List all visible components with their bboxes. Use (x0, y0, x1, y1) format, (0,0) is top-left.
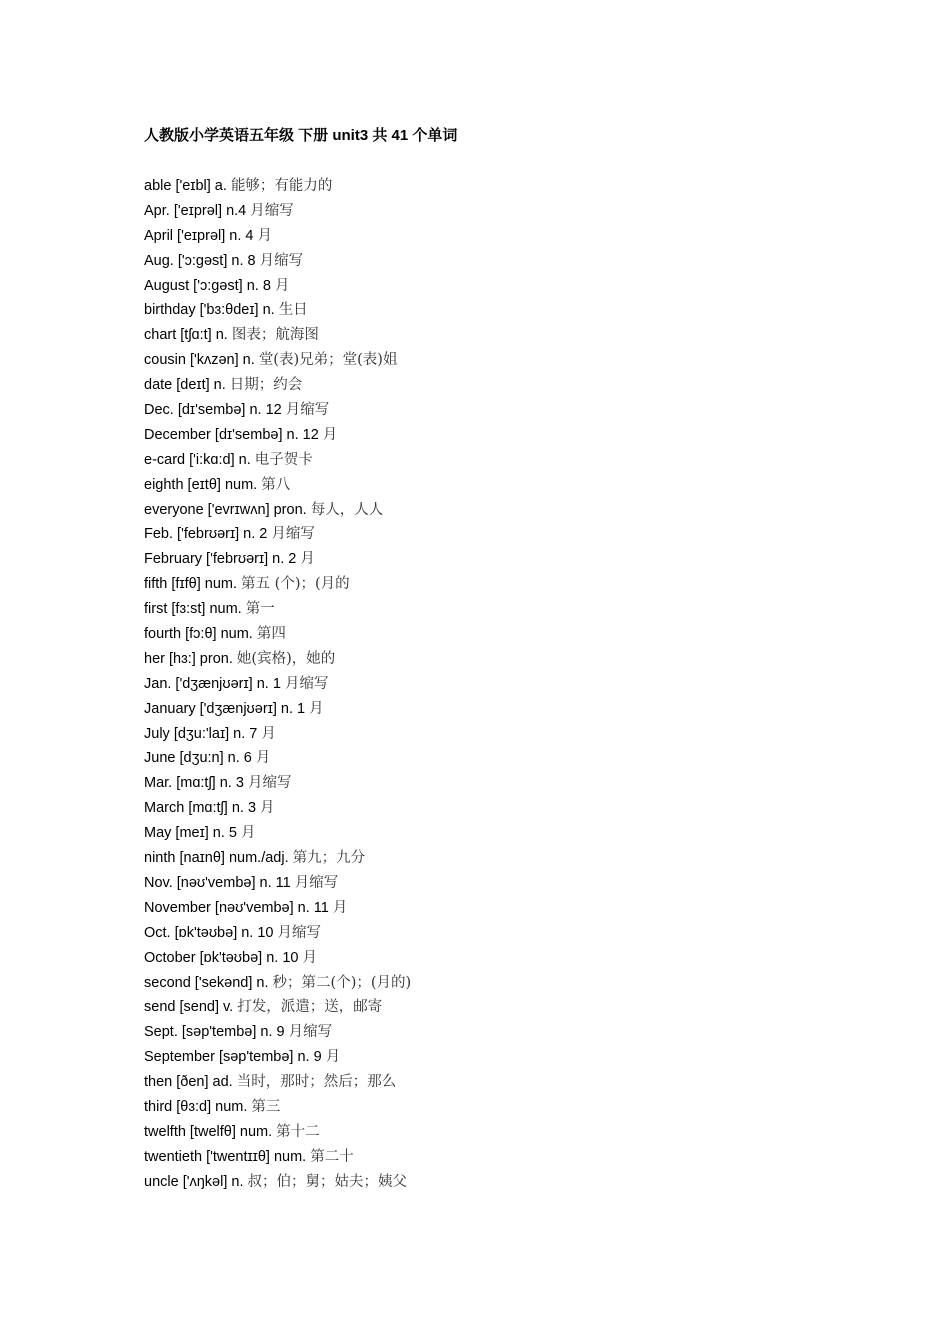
vocabulary-entry (144, 1120, 844, 1145)
entry-english: Mar. [mɑ:tʃ] n. 3 (144, 775, 244, 792)
vocabulary-entry (144, 298, 844, 323)
entry-english: April ['eɪprəl] n. 4 (144, 227, 254, 244)
vocabulary-entry (144, 971, 844, 996)
vocabulary-entry (144, 871, 844, 896)
entry-chinese: 能够；有能力的 (230, 178, 333, 194)
entry-english: February ['febrʊərɪ] n. 2 (144, 551, 297, 568)
entry-chinese: 秒；第二(个)；(月的) (272, 974, 412, 991)
entry-chinese: 第四 (256, 626, 286, 643)
entry-english: twelfth [twelfθ] num. (144, 1123, 273, 1140)
vocabulary-entry (144, 547, 844, 572)
vocabulary-entry (144, 249, 844, 274)
entry-chinese: 叔；伯；舅；姑夫；姨父 (247, 1173, 408, 1190)
entry-chinese: 每人，人人 (310, 501, 384, 518)
vocabulary-entry (144, 398, 844, 423)
entry-english: cousin ['kʌzən] n. (144, 352, 255, 369)
entry-chinese: 月缩写 (288, 1024, 333, 1041)
entry-english: March [mɑ:tʃ] n. 3 (144, 800, 257, 817)
entry-english: chart [tʃɑ:t] n. (144, 327, 228, 344)
entry-english: Aug. ['ɔ:gəst] n. 8 (144, 252, 256, 269)
entry-chinese: 月 (255, 750, 271, 767)
entry-english: Jan. ['dʒænjʊərɪ] n. 1 (144, 675, 281, 692)
entry-chinese: 第三 (251, 1098, 281, 1115)
entry-chinese: 月 (260, 800, 275, 817)
vocabulary-entry (144, 597, 844, 622)
entry-chinese: 月 (309, 700, 324, 717)
vocabulary-entry (144, 746, 844, 771)
entry-english: first [fɜ:st] num. (144, 601, 242, 618)
vocabulary-entry (144, 697, 844, 722)
entry-chinese: 电子贺卡 (254, 451, 313, 468)
entry-english: second ['sekənd] n. (144, 974, 269, 991)
entry-english: ninth [naɪnθ] num./adj. (144, 850, 289, 867)
vocabulary-entry (144, 348, 844, 373)
entry-chinese: 第二十 (310, 1148, 354, 1165)
entry-chinese: 月 (322, 426, 338, 443)
entry-chinese: 月缩写 (294, 874, 339, 891)
vocabulary-entry (144, 572, 844, 597)
entry-english: December [dɪ'sembə] n. 12 (144, 426, 319, 443)
vocabulary-entry (144, 722, 844, 747)
vocabulary-entry (144, 473, 844, 498)
entry-chinese: 月缩写 (259, 252, 304, 269)
entry-english: Oct. [ɒk'təʊbə] n. 10 (144, 924, 274, 941)
entry-chinese: 第一 (245, 601, 275, 618)
entry-english: July [dʒu:'laɪ] n. 7 (144, 725, 258, 742)
entry-english: Dec. [dɪ'sembə] n. 12 (144, 402, 282, 419)
entry-english: able ['eɪbl] a. (144, 178, 227, 194)
vocabulary-entry (144, 995, 844, 1020)
entry-chinese: 第十二 (276, 1123, 320, 1140)
entry-chinese: 月 (241, 825, 256, 842)
vocabulary-entry (144, 771, 844, 796)
vocabulary-entry (144, 821, 844, 846)
entry-english: fourth [fɔ:θ] num. (144, 626, 253, 643)
entry-english: birthday ['bɜ:θdeɪ] n. (144, 302, 275, 319)
entry-english: date [deɪt] n. (144, 377, 226, 394)
entry-chinese: 月缩写 (284, 675, 329, 692)
entry-english: Sept. [səp'tembə] n. 9 (144, 1024, 285, 1041)
entry-english: send [send] v. (144, 999, 234, 1016)
entry-chinese: 当时，那时；然后；那么 (236, 1074, 397, 1091)
entry-chinese: 图表；航海图 (231, 327, 319, 344)
entry-english: then [ðen] ad. (144, 1074, 233, 1091)
document-title: 人教版小学英语五年级 下册 unit3 共 41 个单词 (144, 127, 458, 144)
entry-english: Feb. ['febrʊərɪ] n. 2 (144, 526, 268, 543)
vocabulary-entry (144, 672, 844, 697)
vocabulary-entry (144, 896, 844, 921)
entry-english: August ['ɔ:gəst] n. 8 (144, 277, 271, 294)
entry-chinese: 月 (257, 227, 273, 244)
entry-english: e-card ['i:kɑ:d] n. (144, 451, 251, 468)
entry-chinese: 月缩写 (247, 775, 292, 792)
vocabulary-entry (144, 448, 844, 473)
entry-english: June [dʒu:n] n. 6 (144, 750, 252, 767)
document-page (144, 124, 844, 1195)
vocabulary-entry (144, 1045, 844, 1070)
vocabulary-entry (144, 174, 844, 199)
vocabulary-entry (144, 1170, 844, 1195)
vocabulary-entry (144, 224, 844, 249)
entry-english: October [ɒk'təʊbə] n. 10 (144, 949, 299, 966)
entry-chinese: 月缩写 (250, 202, 294, 219)
entry-chinese: 月 (274, 277, 290, 294)
entry-chinese: 月缩写 (271, 526, 315, 543)
entry-chinese: 她(宾格)，她的 (236, 650, 336, 667)
vocabulary-entry (144, 1145, 844, 1170)
entry-english: November [nəʊ'vembə] n. 11 (144, 899, 329, 916)
entry-chinese: 打发，派遣；送，邮寄 (237, 999, 383, 1016)
vocabulary-entry (144, 921, 844, 946)
entry-chinese: 第五 (个)；(月的 (241, 576, 350, 593)
entry-english: everyone ['evrɪwʌn] pron. (144, 501, 307, 518)
entry-english: January ['dʒænjʊərɪ] n. 1 (144, 700, 306, 717)
entry-chinese: 日期；约会 (229, 377, 303, 394)
vocabulary-entry (144, 498, 844, 523)
entry-english: September [səp'tembə] n. 9 (144, 1049, 322, 1066)
entry-chinese: 月缩写 (285, 402, 330, 419)
entry-english: May [meɪ] n. 5 (144, 825, 237, 842)
entry-english: fifth [fɪfθ] num. (144, 576, 238, 593)
entry-chinese: 月缩写 (277, 924, 322, 941)
entry-chinese: 月 (332, 899, 348, 916)
vocabulary-entry (144, 647, 844, 672)
entry-chinese: 月 (302, 949, 318, 966)
vocabulary-entry (144, 1095, 844, 1120)
entry-english: eighth [eɪtθ] num. (144, 476, 258, 493)
vocabulary-entry (144, 323, 844, 348)
vocabulary-entry (144, 522, 844, 547)
vocabulary-entry (144, 199, 844, 224)
vocabulary-entry (144, 1020, 844, 1045)
entry-chinese: 生日 (278, 302, 308, 319)
vocabulary-entry (144, 423, 844, 448)
entry-chinese: 月 (325, 1049, 341, 1066)
entry-chinese: 第九；九分 (292, 850, 366, 867)
entry-english: twentieth ['twentɪɪθ] num. (144, 1148, 307, 1165)
entry-chinese: 第八 (261, 476, 291, 493)
entry-english: her [hɜ:] pron. (144, 650, 233, 667)
entry-english: third [θɜ:d] num. (144, 1098, 248, 1115)
vocabulary-entry (144, 622, 844, 647)
entry-chinese: 堂(表)兄弟；堂(表)姐 (258, 352, 398, 369)
vocabulary-list (144, 174, 844, 1195)
vocabulary-entry (144, 1070, 844, 1095)
vocabulary-entry (144, 274, 844, 299)
entry-chinese: 月 (261, 725, 276, 742)
vocabulary-entry (144, 846, 844, 871)
vocabulary-entry (144, 796, 844, 821)
vocabulary-entry (144, 373, 844, 398)
entry-english: Nov. [nəʊ'vembə] n. 11 (144, 874, 291, 891)
entry-english: uncle ['ʌŋkəl] n. (144, 1173, 244, 1190)
entry-english: Apr. ['eɪprəl] n.4 (144, 202, 247, 219)
vocabulary-entry (144, 946, 844, 971)
entry-chinese: 月 (300, 551, 315, 568)
